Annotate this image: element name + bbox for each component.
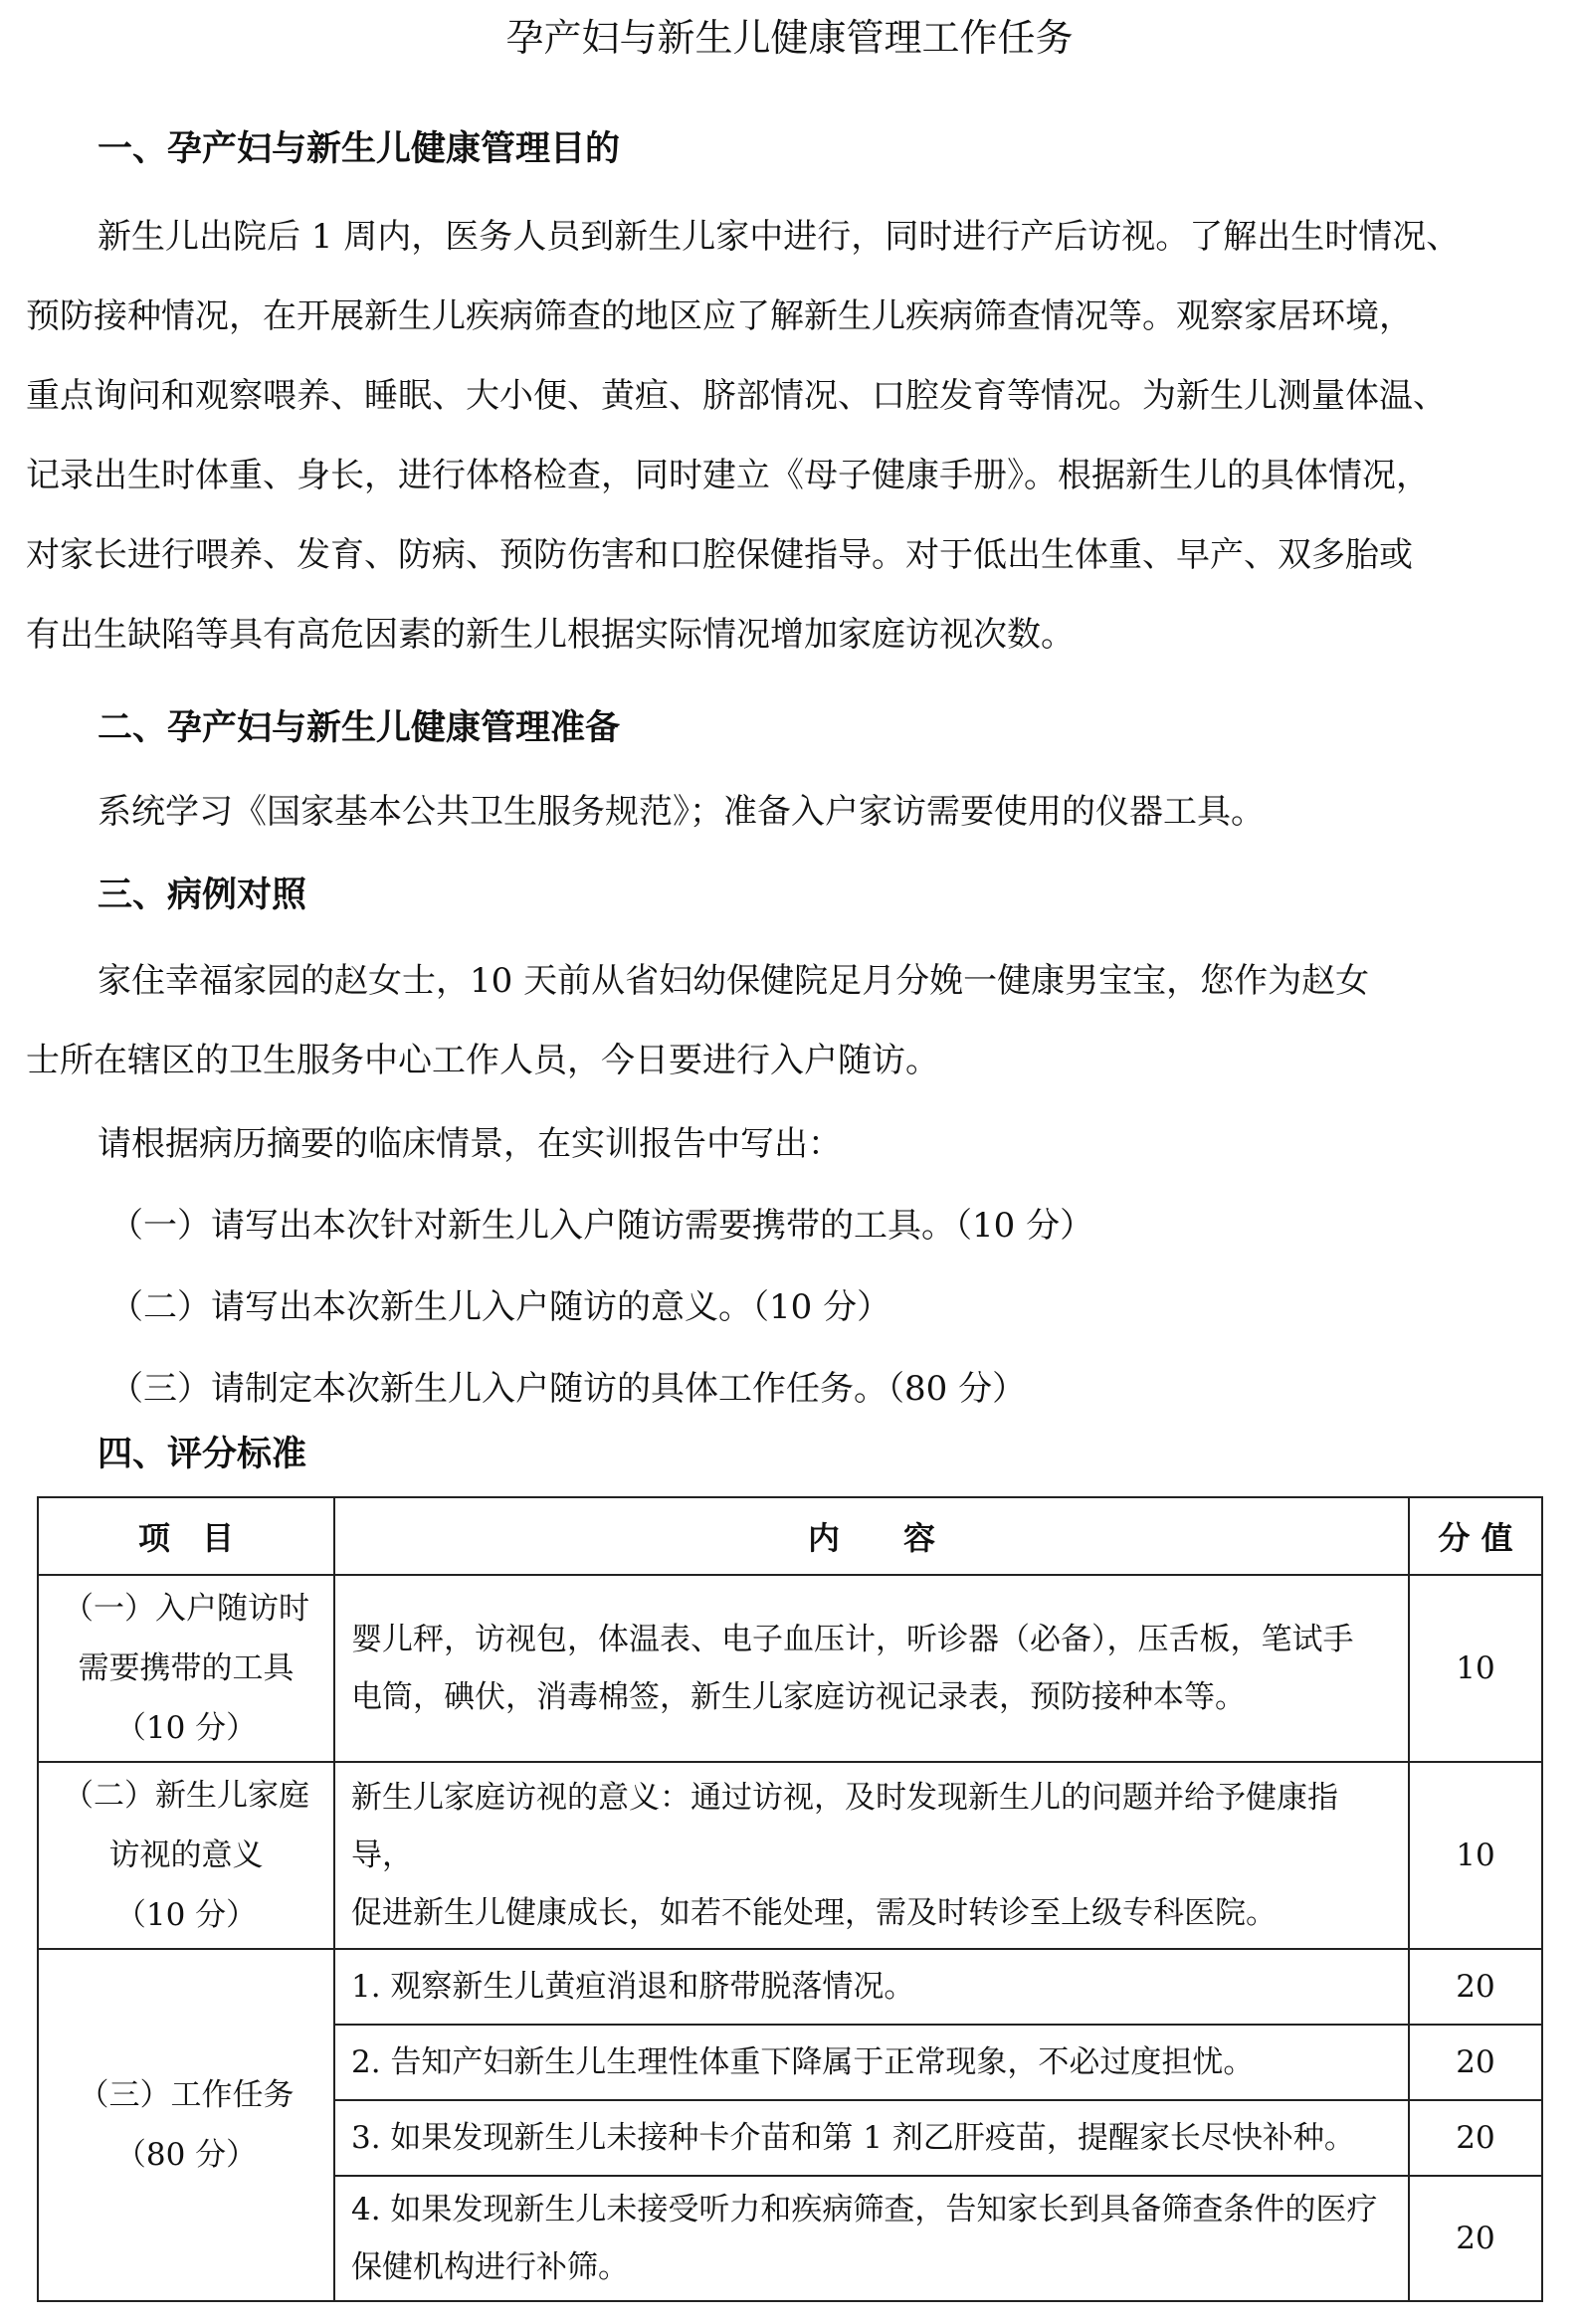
task-score: 20: [1409, 2176, 1542, 2301]
table-row: [38, 1762, 1542, 1949]
row-item-text: 访视的意义: [108, 1838, 264, 1873]
task-content-text: 1. 观察新生儿黄疸消退和脐带脱落情况。: [351, 1969, 915, 2005]
row-content-text: 婴儿秤，访视包，体温表、电子血压计，听诊器（必备），压舌板，笔试手: [351, 1622, 1354, 1657]
header-content: 内 容: [334, 1497, 1409, 1575]
row-item-text: （二）新生儿家庭: [63, 1778, 309, 1814]
row-content-text: 促进新生儿健康成长，如若不能处理，需及时转诊至上级专科医院。: [351, 1895, 1277, 1931]
task-content-text: 4. 如果发现新生儿未接受听力和疾病筛查，告知家长到具备筛查条件的医疗: [351, 2192, 1378, 2227]
section-3-heading: 三、病例对照: [98, 874, 307, 915]
row-score: 10: [1409, 1575, 1542, 1762]
row-item-text: （一）入户随访时: [63, 1591, 309, 1627]
row-content-text: 电筒，碘伏，消毒棉签，新生儿家庭访视记录表，预防接种本等。: [351, 1679, 1246, 1715]
table-row: [38, 1949, 1542, 2025]
row-item-cell: [38, 1949, 334, 2301]
task-content-text: 2. 告知产妇新生儿生理性体重下降属于正常现象，不必过度担忧。: [351, 2044, 1255, 2080]
section-2-heading: 二、孕产妇与新生儿健康管理准备: [98, 707, 621, 748]
row-item-text: （80 分）: [114, 2137, 258, 2173]
row-item-cell: [38, 1575, 334, 1762]
question-3: （三）请制定本次新生儿入户随访的具体工作任务。（80 分）: [109, 1369, 1027, 1409]
row-item-text: 需要携带的工具: [78, 1650, 295, 1686]
section-1-line: 预防接种情况，在开展新生儿疾病筛查的地区应了解新生儿疾病筛查情况等。观察家居环境，: [26, 296, 1413, 336]
table-row: [38, 1575, 1542, 1762]
table-header-row: [38, 1497, 1542, 1575]
task-content-text: 保健机构进行补筛。: [351, 2249, 629, 2285]
case-line: 家住幸福家园的赵女士，10 天前从省妇幼保健院足月分娩一健康男宝宝，您作为赵女: [98, 961, 1370, 1001]
section-1-line: 对家长进行喂养、发育、防病、预防伤害和口腔保健指导。对于低出生体重、早产、双多胎或: [26, 535, 1413, 575]
task-score: 20: [1409, 2100, 1542, 2176]
task-content-cell: [334, 2100, 1409, 2176]
row-item-text: （10 分）: [114, 1710, 258, 1746]
task-score: 20: [1409, 1949, 1542, 2025]
header-item: 项 目: [38, 1497, 334, 1575]
row-item-cell: [38, 1762, 334, 1949]
task-content-cell: [334, 2176, 1409, 2301]
header-score: 分 值: [1409, 1497, 1542, 1575]
question-2: （二）请写出本次新生儿入户随访的意义。（10 分）: [109, 1287, 891, 1327]
task-score: 20: [1409, 2025, 1542, 2100]
row-content-cell: [334, 1762, 1409, 1949]
section-1-line: 新生儿出院后 1 周内，医务人员到新生儿家中进行，同时进行产后访视。了解出生时情况、: [98, 217, 1461, 257]
section-2-line: 系统学习《国家基本公共卫生服务规范》；准备入户家访需要使用的仪器工具。: [98, 792, 1265, 832]
task-prompt: 请根据病历摘要的临床情景，在实训报告中写出：: [98, 1124, 842, 1164]
row-score: 10: [1409, 1762, 1542, 1949]
section-1-heading: 一、孕产妇与新生儿健康管理目的: [98, 128, 621, 169]
case-line: 士所在辖区的卫生服务中心工作人员，今日要进行入户随访。: [26, 1041, 939, 1080]
task-content-cell: [334, 2025, 1409, 2100]
row-content-cell: [334, 1575, 1409, 1762]
page-title: 孕产妇与新生儿健康管理工作任务: [505, 16, 1074, 60]
question-1: （一）请写出本次针对新生儿入户随访需要携带的工具。（10 分）: [109, 1206, 1094, 1246]
task-content-text: 3. 如果发现新生儿未接种卡介苗和第 1 剂乙肝疫苗，提醒家长尽快补种。: [351, 2120, 1355, 2156]
section-1-line: 重点询问和观察喂养、睡眠、大小便、黄疸、脐部情况、口腔发育等情况。为新生儿测量体温、: [26, 376, 1447, 416]
section-1-line: 有出生缺陷等具有高危因素的新生儿根据实际情况增加家庭访视次数。: [26, 615, 1075, 655]
row-content-text: 新生儿家庭访视的意义：通过访视，及时发现新生儿的问题并给予健康指导，: [351, 1780, 1338, 1873]
section-1-line: 记录出生时体重、身长，进行体格检查，同时建立《母子健康手册》。根据新生儿的具体情况，: [26, 456, 1430, 495]
row-item-text: （10 分）: [114, 1897, 258, 1933]
task-content-cell: [334, 1949, 1409, 2025]
row-item-text: （三）工作任务: [78, 2077, 295, 2113]
scoring-table: [37, 1496, 1543, 2302]
section-4-heading: 四、评分标准: [98, 1434, 307, 1474]
